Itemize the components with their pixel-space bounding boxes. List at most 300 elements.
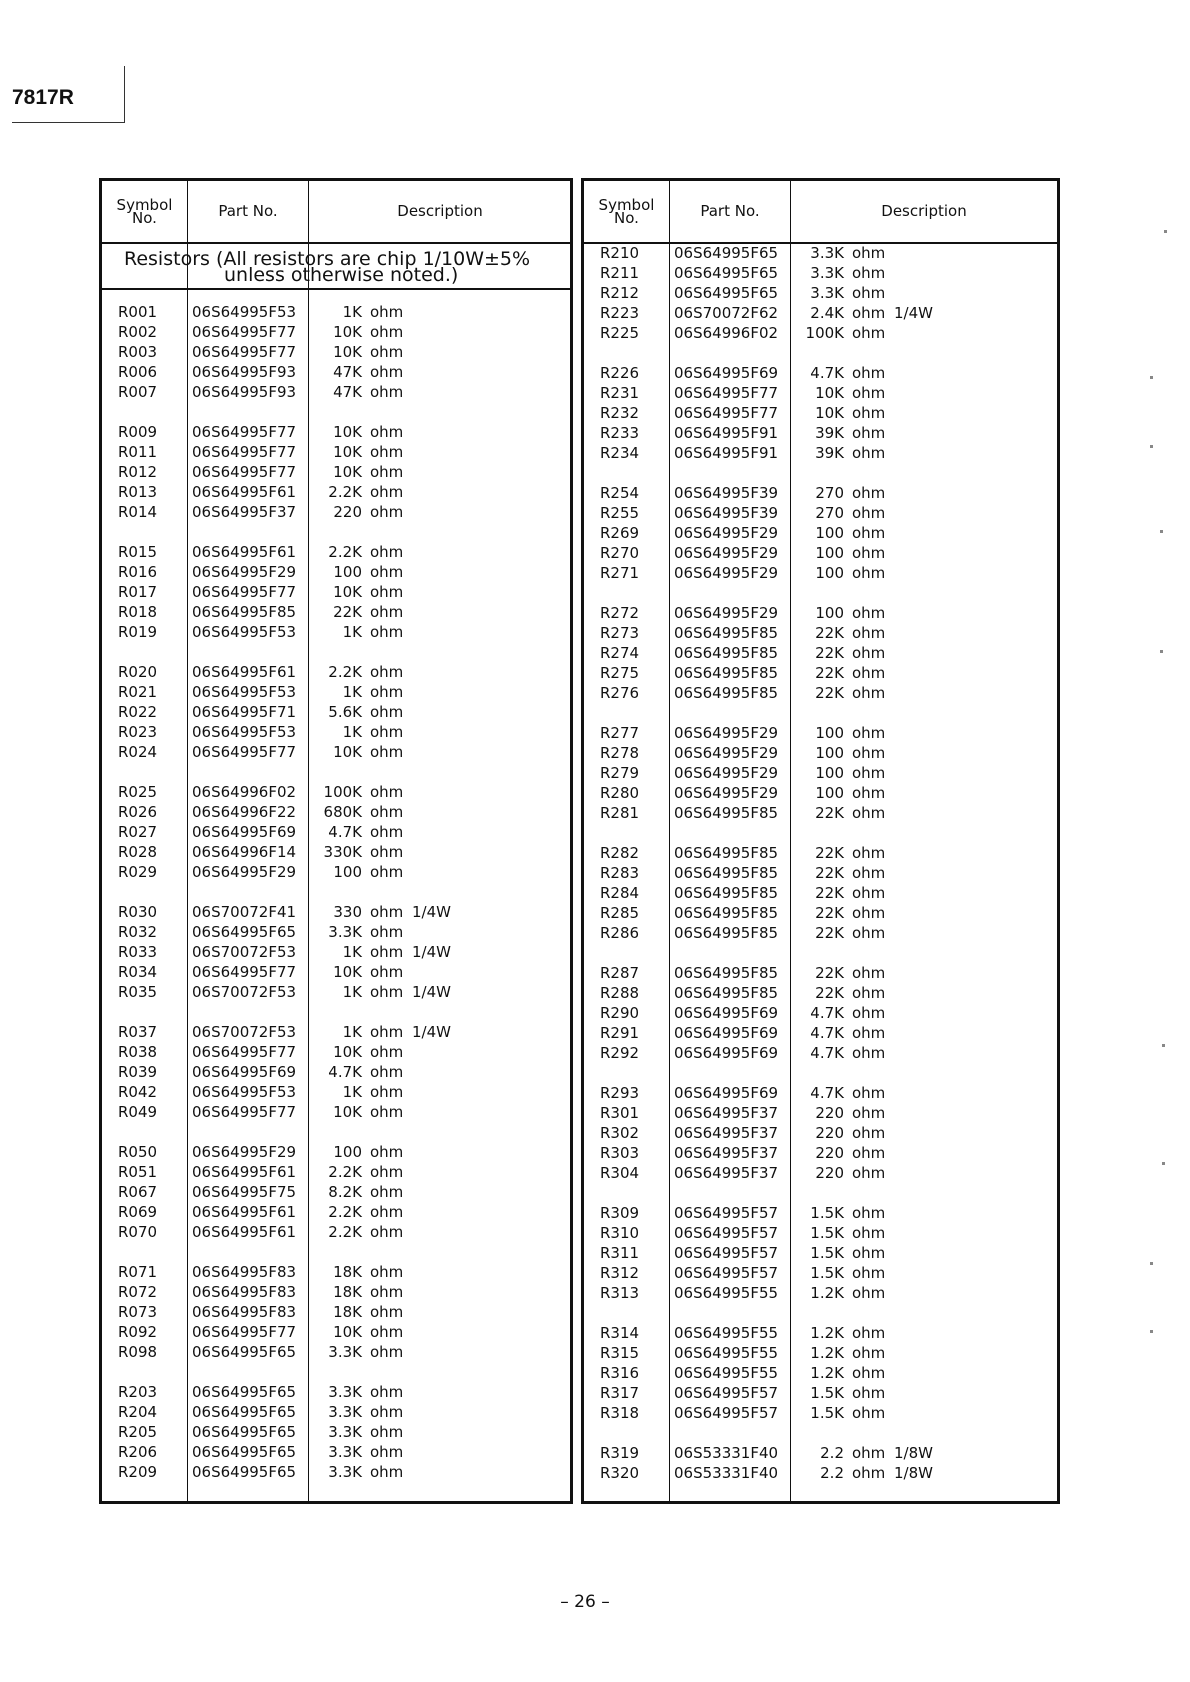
symbol-cell: R067 <box>118 1183 158 1201</box>
symbol-cell: R013 <box>118 483 158 501</box>
unit-cell: ohm <box>852 364 886 382</box>
unit-cell: ohm <box>852 984 886 1002</box>
unit-cell: ohm <box>852 784 886 802</box>
unit-cell: ohm <box>370 503 404 521</box>
unit-cell: ohm <box>370 343 404 361</box>
unit-cell: ohm <box>370 743 404 761</box>
part-number-cell: 06S64995F85 <box>674 884 779 902</box>
part-number-cell: 06S64996F14 <box>192 843 297 861</box>
symbol-cell: R271 <box>600 564 640 582</box>
scan-mark <box>1150 376 1153 379</box>
value-cell: 18K <box>333 1283 362 1301</box>
unit-cell: ohm <box>852 1224 886 1242</box>
table-row <box>102 782 570 802</box>
table-row <box>102 722 570 742</box>
symbol-cell: R277 <box>600 724 640 742</box>
table-row <box>584 283 1057 303</box>
symbol-cell: R320 <box>600 1464 640 1482</box>
symbol-cell: R017 <box>118 583 158 601</box>
table-row <box>584 1123 1057 1143</box>
symbol-cell: R209 <box>118 1463 158 1481</box>
value-cell: 22K <box>815 844 844 862</box>
value-cell: 220 <box>815 1144 844 1162</box>
unit-cell: ohm <box>370 843 404 861</box>
scan-mark <box>1150 1262 1153 1265</box>
unit-cell: ohm <box>852 524 886 542</box>
symbol-cell: R281 <box>600 804 640 822</box>
symbol-cell: R232 <box>600 404 640 422</box>
unit-cell: ohm <box>370 803 404 821</box>
symbol-cell: R020 <box>118 663 158 681</box>
part-number-cell: 06S64995F29 <box>192 1143 297 1161</box>
value-cell: 2.2 <box>820 1444 844 1462</box>
unit-cell: ohm <box>852 744 886 762</box>
value-cell: 47K <box>333 363 362 381</box>
scan-mark <box>1150 445 1153 448</box>
value-cell: 1K <box>342 723 362 741</box>
table-row <box>584 1283 1057 1303</box>
part-number-cell: 06S64995F53 <box>192 1083 297 1101</box>
unit-cell: ohm <box>370 323 404 341</box>
part-number-cell: 06S64995F65 <box>674 244 779 262</box>
table-row <box>584 963 1057 983</box>
table-row <box>584 623 1057 643</box>
value-cell: 3.3K <box>328 1463 362 1481</box>
value-cell: 4.7K <box>810 1044 844 1062</box>
table-row <box>102 602 570 622</box>
power-rating-cell: 1/8W <box>894 1464 933 1482</box>
table-row <box>584 1403 1057 1423</box>
table-row <box>584 983 1057 1003</box>
symbol-cell: R042 <box>118 1083 158 1101</box>
part-number-cell: 06S64995F77 <box>192 463 297 481</box>
part-number-cell: 06S64995F75 <box>192 1183 297 1201</box>
value-cell: 10K <box>333 1323 362 1341</box>
parts-table-left <box>99 178 573 1504</box>
part-number-cell: 06S64995F77 <box>674 404 779 422</box>
unit-cell: ohm <box>370 1323 404 1341</box>
table-row <box>102 1342 570 1362</box>
part-number-cell: 06S64995F77 <box>192 423 297 441</box>
part-number-cell: 06S64995F65 <box>192 1383 297 1401</box>
value-cell: 100 <box>333 1143 362 1161</box>
value-cell: 1.5K <box>810 1264 844 1282</box>
table-row <box>584 923 1057 943</box>
unit-cell: ohm <box>370 1423 404 1441</box>
part-number-cell: 06S64995F85 <box>674 984 779 1002</box>
symbol-cell: R033 <box>118 943 158 961</box>
part-number-cell: 06S64995F93 <box>192 363 297 381</box>
value-cell: 270 <box>815 484 844 502</box>
table-row <box>584 263 1057 283</box>
symbol-cell: R284 <box>600 884 640 902</box>
symbol-cell: R012 <box>118 463 158 481</box>
unit-cell: ohm <box>370 1383 404 1401</box>
part-number-cell: 06S64995F39 <box>674 484 779 502</box>
part-number-cell: 06S53331F40 <box>674 1464 779 1482</box>
value-cell: 1K <box>342 1083 362 1101</box>
value-cell: 220 <box>815 1124 844 1142</box>
symbol-cell: R034 <box>118 963 158 981</box>
symbol-cell: R287 <box>600 964 640 982</box>
table-row <box>584 383 1057 403</box>
part-number-cell: 06S64995F69 <box>192 1063 297 1081</box>
table-row <box>584 563 1057 583</box>
value-cell: 22K <box>815 624 844 642</box>
table-row <box>102 1102 570 1122</box>
unit-cell: ohm <box>852 1084 886 1102</box>
unit-cell: ohm <box>370 303 404 321</box>
part-number-cell: 06S64995F65 <box>192 1423 297 1441</box>
symbol-cell: R226 <box>600 364 640 382</box>
part-number-cell: 06S64995F85 <box>674 844 779 862</box>
table-row <box>584 723 1057 743</box>
table-row <box>584 483 1057 503</box>
table-row <box>584 1163 1057 1183</box>
table-row <box>102 1162 570 1182</box>
symbol-cell: R049 <box>118 1103 158 1121</box>
symbol-cell: R275 <box>600 664 640 682</box>
table-row <box>102 1282 570 1302</box>
value-cell: 220 <box>815 1164 844 1182</box>
symbol-cell: R255 <box>600 504 640 522</box>
part-number-cell: 06S64995F69 <box>674 1024 779 1042</box>
value-cell: 3.3K <box>810 244 844 262</box>
part-number-cell: 06S64995F29 <box>192 563 297 581</box>
part-number-cell: 06S64995F57 <box>674 1264 779 1282</box>
symbol-cell: R025 <box>118 783 158 801</box>
unit-cell: ohm <box>852 864 886 882</box>
unit-cell: ohm <box>370 463 404 481</box>
part-number-cell: 06S64995F53 <box>192 683 297 701</box>
table-row <box>102 442 570 462</box>
value-cell: 1K <box>342 683 362 701</box>
unit-cell: ohm <box>370 623 404 641</box>
symbol-cell: R011 <box>118 443 158 461</box>
table-row <box>102 502 570 522</box>
unit-cell: ohm <box>370 383 404 401</box>
table-row <box>102 462 570 482</box>
symbol-cell: R027 <box>118 823 158 841</box>
symbol-cell: R231 <box>600 384 640 402</box>
value-cell: 10K <box>333 443 362 461</box>
unit-cell: ohm <box>852 404 886 422</box>
part-number-cell: 06S64995F61 <box>192 1223 297 1241</box>
symbol-cell: R278 <box>600 744 640 762</box>
part-number-cell: 06S64995F83 <box>192 1283 297 1301</box>
power-rating-cell: 1/4W <box>894 304 933 322</box>
value-cell: 680K <box>323 803 362 821</box>
table-row <box>584 803 1057 823</box>
table-row <box>584 883 1057 903</box>
value-cell: 5.6K <box>328 703 362 721</box>
value-cell: 39K <box>815 444 844 462</box>
part-number-cell: 06S64995F77 <box>192 1323 297 1341</box>
value-cell: 22K <box>815 664 844 682</box>
value-cell: 100 <box>815 724 844 742</box>
value-cell: 220 <box>333 503 362 521</box>
symbol-cell: R283 <box>600 864 640 882</box>
value-cell: 1.2K <box>810 1284 844 1302</box>
table-row <box>102 1202 570 1222</box>
part-number-cell: 06S64995F29 <box>674 764 779 782</box>
value-cell: 1.5K <box>810 1204 844 1222</box>
part-number-cell: 06S64995F61 <box>192 1203 297 1221</box>
unit-cell: ohm <box>852 924 886 942</box>
symbol-cell: R007 <box>118 383 158 401</box>
table-row <box>102 1422 570 1442</box>
unit-cell: ohm <box>370 1203 404 1221</box>
value-cell: 39K <box>815 424 844 442</box>
scan-mark <box>1150 1330 1153 1333</box>
unit-cell: ohm <box>852 1204 886 1222</box>
symbol-cell: R276 <box>600 684 640 702</box>
unit-cell: ohm <box>852 1284 886 1302</box>
symbol-cell: R290 <box>600 1004 640 1022</box>
unit-cell: ohm <box>852 604 886 622</box>
unit-cell: ohm <box>370 443 404 461</box>
part-number-cell: 06S64995F91 <box>674 424 779 442</box>
unit-cell: ohm <box>370 423 404 441</box>
part-number-cell: 06S64995F55 <box>674 1364 779 1382</box>
symbol-cell: R315 <box>600 1344 640 1362</box>
unit-cell: ohm <box>852 1404 886 1422</box>
value-cell: 3.3K <box>328 1343 362 1361</box>
symbol-cell: R204 <box>118 1403 158 1421</box>
unit-cell: ohm <box>370 1163 404 1181</box>
unit-cell: ohm <box>852 424 886 442</box>
table-row <box>102 482 570 502</box>
part-number-cell: 06S64995F29 <box>674 744 779 762</box>
symbol-cell: R274 <box>600 644 640 662</box>
table-row <box>584 1103 1057 1123</box>
part-number-cell: 06S64995F55 <box>674 1324 779 1342</box>
unit-cell: ohm <box>852 384 886 402</box>
part-number-cell: 06S64995F29 <box>674 544 779 562</box>
table-row <box>584 1323 1057 1343</box>
unit-cell: ohm <box>370 823 404 841</box>
symbol-cell: R285 <box>600 904 640 922</box>
value-cell: 1.5K <box>810 1244 844 1262</box>
table-row <box>102 322 570 342</box>
table-row <box>584 1243 1057 1263</box>
unit-cell: ohm <box>370 483 404 501</box>
value-cell: 22K <box>815 964 844 982</box>
value-cell: 18K <box>333 1303 362 1321</box>
symbol-cell: R286 <box>600 924 640 942</box>
unit-cell: ohm <box>370 663 404 681</box>
table-row <box>102 942 570 962</box>
table-row <box>584 1263 1057 1283</box>
unit-cell: ohm <box>370 683 404 701</box>
table-row <box>102 302 570 322</box>
value-cell: 4.7K <box>810 1004 844 1022</box>
value-cell: 3.3K <box>810 284 844 302</box>
table-row <box>102 1322 570 1342</box>
part-number-cell: 06S64995F85 <box>674 624 779 642</box>
value-cell: 22K <box>815 644 844 662</box>
table-row <box>102 1062 570 1082</box>
table-row <box>102 382 570 402</box>
header-description: Description <box>881 202 967 220</box>
table-row <box>584 843 1057 863</box>
header-part: Part No. <box>218 202 278 220</box>
part-number-cell: 06S64995F29 <box>674 604 779 622</box>
table-row <box>584 323 1057 343</box>
unit-cell: ohm <box>852 304 886 322</box>
value-cell: 100 <box>333 563 362 581</box>
value-cell: 1K <box>342 983 362 1001</box>
table-row <box>102 1402 570 1422</box>
part-number-cell: 06S64995F57 <box>674 1204 779 1222</box>
table-row <box>584 523 1057 543</box>
symbol-cell: R270 <box>600 544 640 562</box>
value-cell: 2.4K <box>810 304 844 322</box>
part-number-cell: 06S64995F85 <box>674 664 779 682</box>
symbol-cell: R024 <box>118 743 158 761</box>
value-cell: 2.2K <box>328 1203 362 1221</box>
symbol-cell: R225 <box>600 324 640 342</box>
symbol-cell: R316 <box>600 1364 640 1382</box>
table-row <box>102 922 570 942</box>
unit-cell: ohm <box>852 324 886 342</box>
value-cell: 10K <box>333 343 362 361</box>
symbol-cell: R001 <box>118 303 158 321</box>
part-number-cell: 06S70072F41 <box>192 903 297 921</box>
symbol-cell: R038 <box>118 1043 158 1061</box>
value-cell: 1.2K <box>810 1364 844 1382</box>
table-row <box>102 822 570 842</box>
part-number-cell: 06S64995F37 <box>674 1104 779 1122</box>
symbol-cell: R039 <box>118 1063 158 1081</box>
value-cell: 4.7K <box>810 364 844 382</box>
value-cell: 1.5K <box>810 1404 844 1422</box>
header-symbol: Symbol No. <box>116 195 173 227</box>
symbol-cell: R098 <box>118 1343 158 1361</box>
symbol-cell: R023 <box>118 723 158 741</box>
value-cell: 100 <box>815 784 844 802</box>
table-row <box>584 1203 1057 1223</box>
value-cell: 47K <box>333 383 362 401</box>
symbol-cell: R211 <box>600 264 640 282</box>
unit-cell: ohm <box>852 964 886 982</box>
symbol-cell: R317 <box>600 1384 640 1402</box>
value-cell: 22K <box>333 603 362 621</box>
part-number-cell: 06S64995F53 <box>192 303 297 321</box>
unit-cell: ohm <box>370 703 404 721</box>
value-cell: 3.3K <box>328 1383 362 1401</box>
table-row <box>584 423 1057 443</box>
symbol-cell: R291 <box>600 1024 640 1042</box>
table-row <box>102 842 570 862</box>
symbol-cell: R071 <box>118 1263 158 1281</box>
unit-cell: ohm <box>852 1464 886 1482</box>
power-rating-cell: 1/4W <box>412 903 451 921</box>
section-line-1: Resistors (All resistors are chip 1/10W±5% <box>124 248 531 270</box>
table-row <box>584 243 1057 263</box>
unit-cell: ohm <box>852 844 886 862</box>
part-number-cell: 06S64995F69 <box>674 364 779 382</box>
unit-cell: ohm <box>370 1403 404 1421</box>
unit-cell: ohm <box>370 1103 404 1121</box>
value-cell: 4.7K <box>810 1024 844 1042</box>
part-number-cell: 06S64996F02 <box>192 783 297 801</box>
value-cell: 2.2K <box>328 483 362 501</box>
table-row <box>102 1442 570 1462</box>
symbol-cell: R309 <box>600 1204 640 1222</box>
value-cell: 22K <box>815 924 844 942</box>
unit-cell: ohm <box>852 244 886 262</box>
value-cell: 330K <box>323 843 362 861</box>
table-row <box>584 603 1057 623</box>
unit-cell: ohm <box>852 1024 886 1042</box>
unit-cell: ohm <box>370 1283 404 1301</box>
unit-cell: ohm <box>370 1083 404 1101</box>
unit-cell: ohm <box>852 664 886 682</box>
value-cell: 18K <box>333 1263 362 1281</box>
part-number-cell: 06S64995F69 <box>674 1044 779 1062</box>
value-cell: 3.3K <box>328 1403 362 1421</box>
unit-cell: ohm <box>852 504 886 522</box>
unit-cell: ohm <box>852 1444 886 1462</box>
table-row <box>102 962 570 982</box>
symbol-cell: R073 <box>118 1303 158 1321</box>
value-cell: 10K <box>333 323 362 341</box>
unit-cell: ohm <box>852 544 886 562</box>
symbol-cell: R282 <box>600 844 640 862</box>
power-rating-cell: 1/8W <box>894 1444 933 1462</box>
part-number-cell: 06S64995F85 <box>192 603 297 621</box>
unit-cell: ohm <box>852 484 886 502</box>
table-row <box>584 763 1057 783</box>
table-row <box>584 643 1057 663</box>
table-row <box>102 422 570 442</box>
symbol-cell: R210 <box>600 244 640 262</box>
part-number-cell: 06S70072F53 <box>192 1023 297 1041</box>
unit-cell: ohm <box>852 284 886 302</box>
table-row <box>584 543 1057 563</box>
unit-cell: ohm <box>370 543 404 561</box>
part-number-cell: 06S64996F22 <box>192 803 297 821</box>
part-number-cell: 06S64995F77 <box>192 743 297 761</box>
symbol-cell: R303 <box>600 1144 640 1162</box>
unit-cell: ohm <box>370 963 404 981</box>
table-row <box>102 662 570 682</box>
symbol-cell: R019 <box>118 623 158 641</box>
part-number-cell: 06S70072F53 <box>192 943 297 961</box>
part-number-cell: 06S64995F85 <box>674 644 779 662</box>
part-number-cell: 06S64995F37 <box>192 503 297 521</box>
scan-mark <box>1162 1162 1165 1165</box>
table-row <box>584 903 1057 923</box>
part-number-cell: 06S64995F29 <box>674 784 779 802</box>
value-cell: 4.7K <box>810 1084 844 1102</box>
value-cell: 220 <box>815 1104 844 1122</box>
table-row <box>102 1142 570 1162</box>
value-cell: 3.3K <box>328 923 362 941</box>
part-number-cell: 06S64995F85 <box>674 904 779 922</box>
table-row <box>584 663 1057 683</box>
unit-cell: ohm <box>852 1244 886 1262</box>
unit-cell: ohm <box>370 1023 404 1041</box>
part-number-cell: 06S64995F77 <box>192 583 297 601</box>
symbol-cell: R312 <box>600 1264 640 1282</box>
part-number-cell: 06S64995F55 <box>674 1344 779 1362</box>
table-row <box>102 862 570 882</box>
part-number-cell: 06S64995F61 <box>192 663 297 681</box>
symbol-cell: R313 <box>600 1284 640 1302</box>
part-number-cell: 06S64995F83 <box>192 1303 297 1321</box>
